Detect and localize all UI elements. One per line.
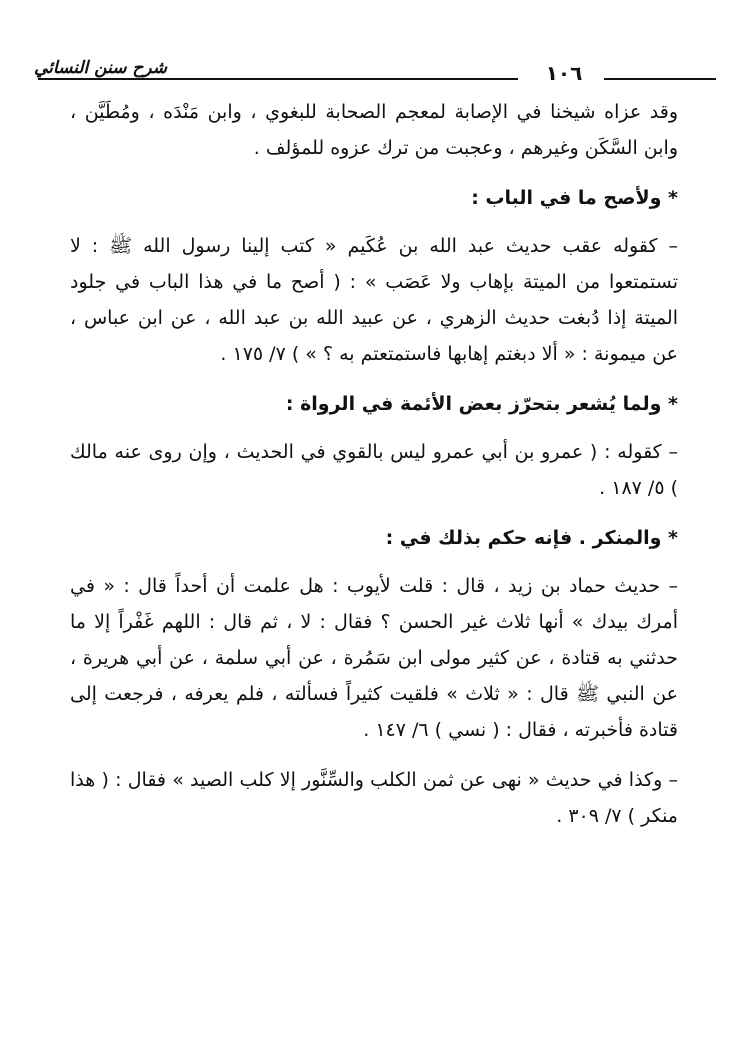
running-title: شرح سنن النسائي bbox=[34, 58, 168, 78]
page-number: ١٠٦ bbox=[545, 61, 583, 85]
header-rule-left bbox=[38, 78, 518, 80]
paragraph-hammad-hadith: – حديث حماد بن زيد ، قال : قلت لأيوب : هل علمت أن أحداً قال : « في أمرك بيدك » أنها ثلاث غير الحسن ؟ فقال : لا ، ثم قال : اللهم غَفْراً إلا ما حدثني به قتادة ، عن كثير مولى ابن سَمُرة ، عن أبي سلمة ، عن أبي هريرة ، عن النبي ﷺ قال : « ثلاث » فلقيت كثيراً فسألته ، فلم يعرفه ، فرجعت إلى قتادة فأخبرته ، فقال : ( نسي ) ٦/ ١٤٧ . bbox=[70, 575, 678, 741]
page-body bbox=[70, 94, 678, 848]
paragraph-dog-price-hadith: – وكذا في حديث « نهى عن ثمن الكلب والسِّنَّور إلا كلب الصيد » فقال : ( هذا منكر ) ٧/ ٣٠٩ . bbox=[70, 769, 678, 827]
paragraph-ibn-ukaym-hadith: – كقوله عقب حديث عبد الله بن عُكَيم « كتب إلينا رسول الله ﷺ : لا تستمتعوا من الميتة بإهاب ولا عَصَب » : ( أصح ما في هذا الباب في جلود الميتة إذا دُبغت حديث الزهري ، عن عبيد الله بن عبد الله ، عن ابن عباس ، عن ميمونة : « ألا دبغتم إهابها فاستمتعتم به ؟ » ) ٧/ ١٧٥ . bbox=[70, 235, 678, 365]
paragraph-attribution: وقد عزاه شيخنا في الإصابة لمعجم الصحابة للبغوي ، وابن مَنْدَه ، ومُطَيَّن ، وابن السَّكَن وغيرهم ، وعجبت من ترك عزوه للمؤلف . bbox=[70, 101, 678, 159]
header-rule-right bbox=[604, 78, 716, 80]
page-header bbox=[34, 56, 714, 86]
section-heading-munkar: * والمنكر . فإنه حكم بذلك في : bbox=[385, 527, 678, 549]
paragraph-amr-ibn-abi-amr: – كقوله : ( عمرو بن أبي عمرو ليس بالقوي في الحديث ، وإن روى عنه مالك ) ٥/ ١٨٧ . bbox=[70, 441, 678, 499]
section-heading-soundest: * ولأصح ما في الباب : bbox=[471, 187, 678, 209]
section-heading-narrators: * ولما يُشعر بتحرّز بعض الأئمة في الرواة : bbox=[285, 393, 678, 415]
